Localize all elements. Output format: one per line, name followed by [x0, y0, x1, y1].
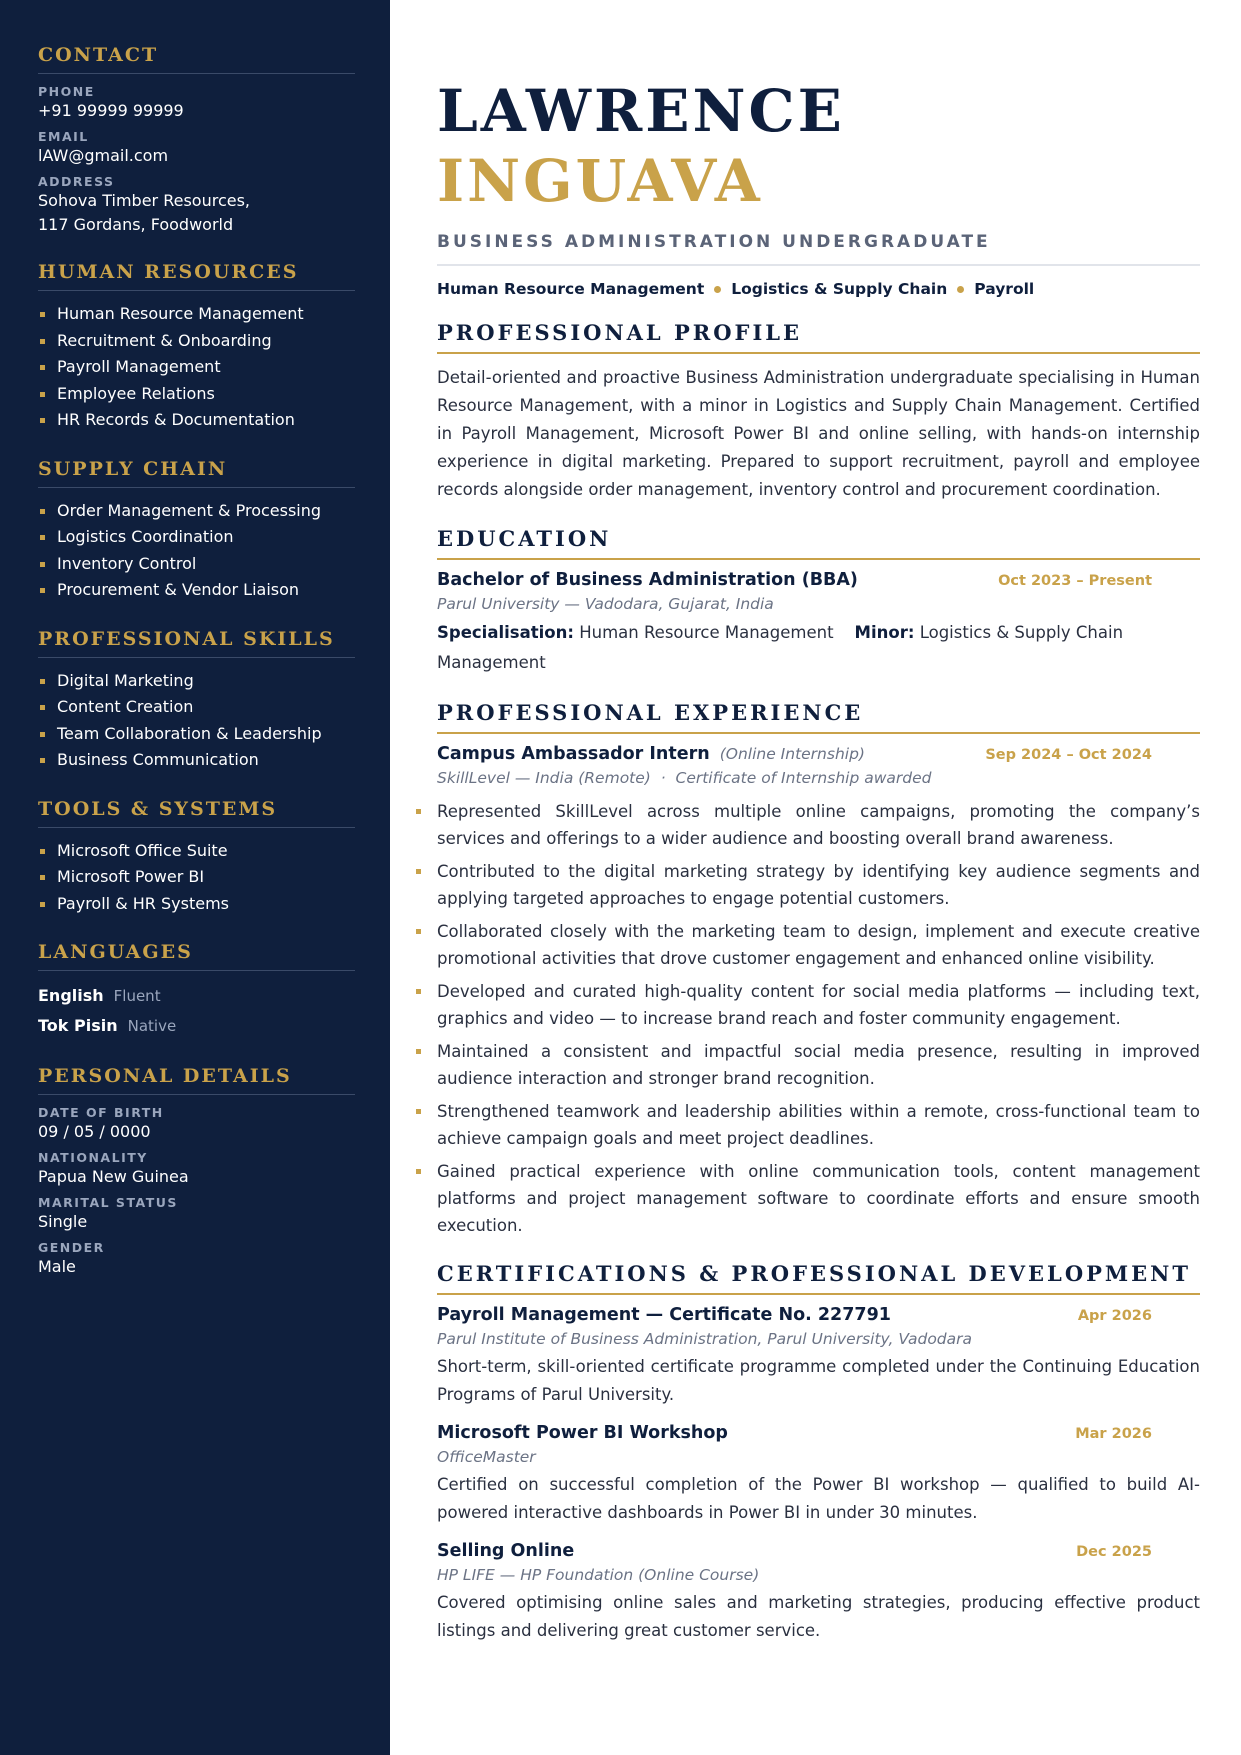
- list-item: [38, 551, 355, 578]
- certification-entry: [437, 1541, 1200, 1645]
- list-item: [38, 694, 355, 721]
- list-item: [38, 864, 355, 891]
- hr-list: [38, 301, 355, 434]
- bullet-icon: [416, 1049, 421, 1054]
- list-item: [414, 1158, 1200, 1239]
- bullet-icon: [40, 705, 45, 710]
- personal-heading: PERSONAL DETAILS: [38, 1065, 355, 1095]
- list-item: [38, 328, 355, 355]
- school-name: Parul University — Vadodara, Gujarat, India: [437, 595, 774, 613]
- certifications-heading: CERTIFICATIONS & PROFESSIONAL DEVELOPMENT: [437, 1261, 1200, 1295]
- bullet-icon: [40, 679, 45, 684]
- marital-label: MARITAL STATUS: [38, 1195, 178, 1210]
- list-item: [38, 668, 355, 695]
- list-item: [414, 798, 1200, 852]
- bullet-icon: [416, 989, 421, 994]
- company-line: [437, 764, 1200, 792]
- personal-section: [38, 1065, 355, 1279]
- list-item-text: Microsoft Power BI: [57, 867, 205, 886]
- list-item-text: Inventory Control: [57, 553, 197, 573]
- list-item-text: Procurement & Vendor Liaison: [57, 580, 300, 599]
- bullet-icon: [416, 929, 421, 934]
- bullet-icon: [40, 535, 45, 540]
- separator: ·: [660, 769, 666, 787]
- bullet-icon: [40, 509, 45, 514]
- address-label: ADDRESS: [38, 174, 115, 189]
- list-item: [414, 858, 1200, 912]
- certification-desc: Certified on successful completion of the Power BI workshop — qualified to build AI-powered interactive dashboards in Power BI in under 30 minutes.: [437, 1475, 1200, 1522]
- bullet-icon: [40, 312, 45, 317]
- education-heading: EDUCATION: [437, 526, 1200, 560]
- bullet-icon: [40, 875, 45, 880]
- language-row: [38, 981, 355, 1011]
- list-item-text: Order Management & Processing: [57, 500, 322, 520]
- list-item: [38, 498, 355, 525]
- bullet-text: Contributed to the digital marketing strategy by identifying key audience segments and applying targeted approaches to engage potential customers.: [437, 862, 1200, 908]
- bullet-text: Developed and curated high-quality content for social media platforms — including text, graphics and video — to increase brand reach and foster community engagement.: [437, 982, 1200, 1028]
- certification-head: [437, 1423, 1200, 1443]
- tag: Human Resource Management: [437, 280, 705, 298]
- language-level: Fluent: [113, 987, 161, 1005]
- contact-heading: CONTACT: [38, 44, 355, 74]
- list-item-text: Business Communication: [57, 750, 259, 769]
- certification-title: Microsoft Power BI Workshop: [437, 1423, 728, 1443]
- languages-heading: LANGUAGES: [38, 941, 355, 971]
- tools-heading: TOOLS & SYSTEMS: [38, 798, 355, 828]
- dot-icon: [957, 286, 964, 293]
- bullet-text: Collaborated closely with the marketing team to design, implement and execute creative promotional activities that drove customer engagement and enhanced online visibility.: [437, 922, 1200, 968]
- certification-entry: [437, 1423, 1200, 1527]
- experience-bullets: [414, 798, 1200, 1239]
- job-title: Campus Ambassador Intern: [437, 744, 710, 764]
- list-item: [38, 891, 355, 918]
- dob-value: 09 / 05 / 0000: [38, 1122, 151, 1141]
- list-item: [38, 407, 355, 434]
- language-name: Tok Pisin: [38, 1016, 118, 1035]
- certification-date: Dec 2025: [1076, 1544, 1152, 1560]
- hr-section: [38, 261, 355, 434]
- bullet-icon: [416, 1169, 421, 1174]
- dob-label: DATE OF BIRTH: [38, 1105, 164, 1120]
- certification-desc: Covered optimising online sales and marketing strategies, producing effective product listings and delivering great customer service.: [437, 1593, 1200, 1640]
- list-item: [38, 524, 355, 551]
- list-item: [38, 747, 355, 774]
- certification-issuer: Parul Institute of Business Administration, Parul University, Vadodara: [437, 1330, 973, 1348]
- phone-label: PHONE: [38, 84, 95, 99]
- contact-section: [38, 44, 355, 237]
- phone-value: +91 99999 99999: [38, 101, 184, 120]
- list-item-text: HR Records & Documentation: [57, 410, 295, 429]
- language-name: English: [38, 986, 104, 1005]
- experience-entry-head: [437, 744, 1200, 764]
- certification-entry: [437, 1305, 1200, 1409]
- certification-title: Selling Online: [437, 1541, 575, 1561]
- bullet-icon: [40, 339, 45, 344]
- certification-date: Mar 2026: [1075, 1426, 1152, 1442]
- first-name: LAWRENCE: [437, 77, 845, 145]
- certification-head: [437, 1541, 1200, 1561]
- main-content: [437, 76, 1200, 1659]
- list-item-text: Employee Relations: [57, 383, 215, 403]
- skills-heading: PROFESSIONAL SKILLS: [38, 628, 355, 658]
- list-item-text: Human Resource Management: [57, 304, 304, 323]
- certification-issuer: OfficeMaster: [437, 1448, 536, 1466]
- bullet-icon: [416, 809, 421, 814]
- supply-list: [38, 498, 355, 604]
- bullet-icon: [40, 849, 45, 854]
- supply-heading: SUPPLY CHAIN: [38, 458, 355, 488]
- bullet-text: Strengthened teamwork and leadership abilities within a remote, cross-functional team to achieve campaign goals and meet project deadlines.: [437, 1102, 1200, 1148]
- email-value: lAW@gmail.com: [38, 146, 169, 165]
- bullet-icon: [40, 418, 45, 423]
- certification-title: Payroll Management — Certificate No. 227791: [437, 1305, 891, 1325]
- certificate-note: Certificate of Internship awarded: [675, 769, 932, 787]
- bullet-icon: [40, 365, 45, 370]
- list-item: [38, 838, 355, 865]
- profile-heading: PROFESSIONAL PROFILE: [437, 320, 1200, 354]
- list-item: [414, 1098, 1200, 1152]
- education-date: Oct 2023 – Present: [998, 573, 1152, 589]
- bullet-icon: [40, 392, 45, 397]
- list-item-text: Logistics Coordination: [57, 527, 234, 546]
- skills-section: [38, 628, 355, 774]
- gender-value: Male: [38, 1257, 76, 1276]
- degree-title: Bachelor of Business Administration (BBA): [437, 570, 858, 590]
- address-line-2: 117 Gordans, Foodworld: [38, 215, 234, 234]
- tools-list: [38, 838, 355, 918]
- list-item-text: Payroll Management: [57, 357, 221, 376]
- job-type: (Online Internship): [719, 745, 865, 763]
- certification-date: Apr 2026: [1077, 1308, 1152, 1324]
- list-item: [38, 577, 355, 604]
- bullet-icon: [40, 732, 45, 737]
- list-item-text: Digital Marketing: [57, 670, 194, 690]
- skills-list: [38, 668, 355, 774]
- list-item-text: Microsoft Office Suite: [57, 840, 228, 860]
- list-item-text: Payroll & HR Systems: [57, 893, 229, 913]
- bullet-icon: [40, 562, 45, 567]
- list-item: [414, 1038, 1200, 1092]
- spec-value: Human Resource Management: [579, 623, 834, 642]
- bullet-icon: [416, 869, 421, 874]
- spec-label: Specialisation:: [437, 623, 574, 642]
- bullet-icon: [416, 1109, 421, 1114]
- list-item: [38, 301, 355, 328]
- tools-section: [38, 798, 355, 918]
- languages-section: [38, 941, 355, 1041]
- bullet-text: Gained practical experience with online communication tools, content management platforms and project management software to coordinate efforts and ensure smooth execution.: [437, 1162, 1200, 1235]
- tag: Payroll: [974, 280, 1035, 298]
- bullet-icon: [40, 758, 45, 763]
- company-name: SkillLevel — India (Remote): [437, 769, 651, 787]
- email-label: EMAIL: [38, 129, 89, 144]
- tag-line: [437, 280, 1200, 298]
- nationality-value: Papua New Guinea: [38, 1167, 189, 1186]
- marital-value: Single: [38, 1212, 88, 1231]
- list-item-text: Team Collaboration & Leadership: [57, 723, 322, 743]
- subtitle: BUSINESS ADMINISTRATION UNDERGRADUATE: [437, 232, 1200, 266]
- experience-heading: PROFESSIONAL EXPERIENCE: [437, 700, 1200, 734]
- last-name: INGUAVA: [437, 147, 763, 215]
- certification-desc: Short-term, skill-oriented certificate programme completed under the Continuing Education Programs of Parul University.: [437, 1357, 1200, 1404]
- tag: Logistics & Supply Chain: [731, 280, 948, 298]
- supply-section: [38, 458, 355, 604]
- dot-icon: [714, 286, 721, 293]
- bullet-icon: [40, 902, 45, 907]
- list-item: [414, 918, 1200, 972]
- certification-issuer: HP LIFE — HP Foundation (Online Course): [437, 1566, 760, 1584]
- minor-value: Logistics & Supply Chain Management: [437, 623, 1124, 672]
- education-entry-head: [437, 570, 1200, 590]
- certification-head: [437, 1305, 1200, 1325]
- sidebar: [0, 0, 390, 1755]
- list-item: [38, 721, 355, 748]
- hr-heading: HUMAN RESOURCES: [38, 261, 355, 291]
- bullet-icon: [40, 588, 45, 593]
- profile-text: Detail-oriented and proactive Business Administration undergraduate specialising in Human Resource Management, with a minor in Logistics and Supply Chain Management. Certified in Payroll Management, Microsoft Power BI and online selling, with hands-on internship experience in digital marketing. Prepared to support recruitment, payroll and employee records alongside order management, inventory control and procurement coordination.: [437, 368, 1200, 499]
- education-details: [437, 618, 1200, 678]
- list-item-text: Content Creation: [57, 697, 194, 716]
- experience-date: Sep 2024 – Oct 2024: [985, 747, 1152, 763]
- bullet-text: Represented SkillLevel across multiple online campaigns, promoting the company’s services and offerings to a wider audience and boosting overall brand awareness.: [437, 802, 1200, 848]
- list-item-text: Recruitment & Onboarding: [57, 330, 272, 350]
- minor-label: Minor:: [854, 623, 915, 642]
- address-line-1: Sohova Timber Resources,: [38, 191, 251, 210]
- list-item: [38, 381, 355, 408]
- list-item: [414, 978, 1200, 1032]
- language-row: [38, 1011, 355, 1041]
- list-item: [38, 354, 355, 381]
- nationality-label: NATIONALITY: [38, 1150, 148, 1165]
- bullet-text: Maintained a consistent and impactful social media presence, resulting in improved audience interaction and stronger brand recognition.: [437, 1042, 1200, 1088]
- language-level: Native: [127, 1017, 177, 1035]
- gender-label: GENDER: [38, 1240, 105, 1255]
